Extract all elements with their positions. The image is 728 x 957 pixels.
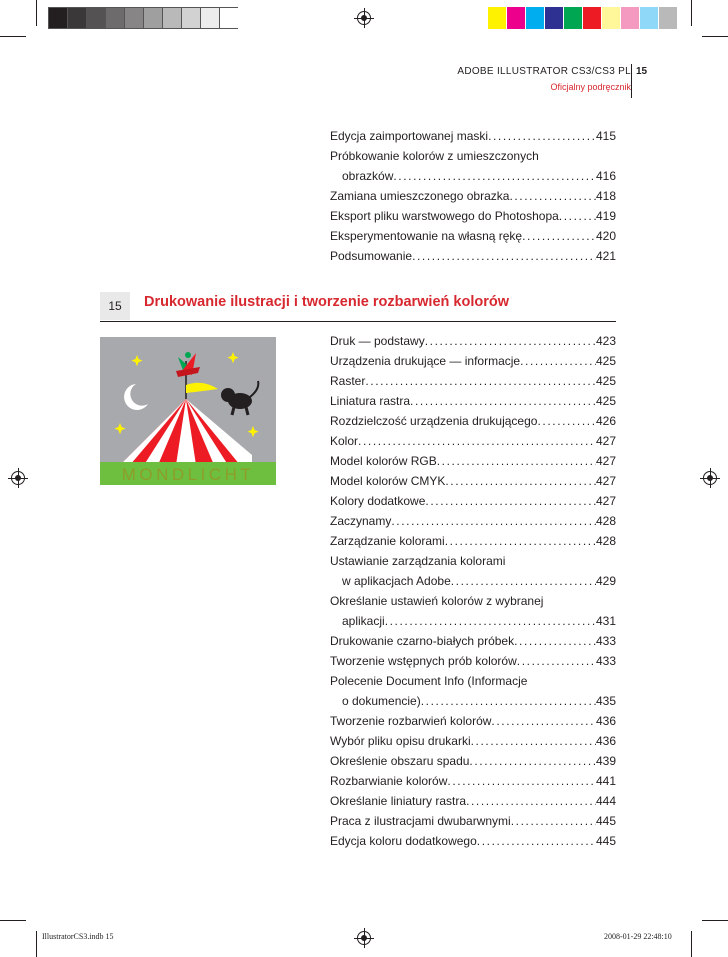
toc-leader-dots	[365, 371, 596, 391]
book-title: ADOBE ILLUSTRATOR CS3/CS3 PL	[457, 66, 631, 77]
toc-leader-dots	[471, 731, 596, 751]
toc-entry-title: Urządzenia drukujące — informacje	[330, 354, 521, 368]
toc-entry-page: 418	[595, 189, 616, 203]
toc-leader-dots	[445, 471, 596, 491]
toc-entry-page: 425	[595, 394, 616, 408]
color-swatch	[67, 7, 86, 29]
toc-leader-dots	[509, 186, 596, 206]
toc-entry[interactable]	[330, 771, 616, 791]
toc-entry-page: 428	[595, 514, 616, 528]
color-swatch	[488, 7, 507, 29]
toc-entry-title: Raster	[330, 374, 366, 388]
toc-entry-title: Tworzenie rozbarwień kolorów	[330, 714, 492, 728]
toc-entry-title: Druk — podstawy	[330, 334, 425, 348]
toc-leader-dots	[445, 531, 596, 551]
toc-entry[interactable]	[330, 831, 616, 851]
toc-entry[interactable]	[330, 451, 616, 471]
toc-entry-title: Określanie liniatury rastra	[330, 794, 467, 808]
toc-entry[interactable]	[330, 146, 616, 166]
toc-entry-title: Drukowanie czarno-białych próbek	[330, 634, 515, 648]
mondlicht-circus-illustration	[100, 337, 276, 485]
color-swatch	[602, 7, 621, 29]
logo-text: MONDLICHT	[121, 465, 255, 484]
toc-leader-dots	[517, 651, 596, 671]
toc-entry-title: Zaczynamy	[330, 514, 392, 528]
chapter-heading	[100, 292, 616, 322]
toc-entry-page: 445	[595, 814, 616, 828]
toc-entry-title: Zamiana umieszczonego obrazka	[330, 189, 510, 203]
toc-entry[interactable]	[330, 206, 616, 226]
toc-entry-page: 427	[595, 454, 616, 468]
toc-entry-page: 415	[595, 129, 616, 143]
grayscale-color-bar	[48, 7, 238, 29]
page-number: 15	[636, 66, 648, 77]
toc-entry[interactable]	[330, 791, 616, 811]
toc-entry-title: Edycja koloru dodatkowego	[330, 834, 477, 848]
toc-entry[interactable]	[330, 331, 616, 351]
toc-entry-page: 427	[595, 474, 616, 488]
toc-entry[interactable]	[330, 691, 616, 711]
toc-entry-title: Edycja zaimportowanej maski	[330, 129, 489, 143]
registration-mark-icon	[703, 471, 717, 485]
toc-leader-dots	[437, 451, 596, 471]
toc-entry[interactable]	[330, 731, 616, 751]
toc-entry-title: Eksport pliku warstwowego do Photoshopa	[330, 209, 559, 223]
color-swatch	[526, 7, 545, 29]
toc-entry-page: 427	[595, 434, 616, 448]
toc-leader-dots	[412, 246, 596, 266]
toc-entry[interactable]	[330, 751, 616, 771]
toc-leader-dots	[511, 811, 596, 831]
toc-entry-page: 421	[595, 249, 616, 263]
registration-mark-icon	[357, 11, 371, 25]
toc-leader-dots	[421, 691, 596, 711]
toc-entry-title: w aplikacjach Adobe	[342, 574, 451, 588]
toc-entry[interactable]	[330, 371, 616, 391]
toc-entry[interactable]	[330, 591, 616, 611]
toc-entry-page: 423	[595, 334, 616, 348]
toc-entry-page: 419	[595, 209, 616, 223]
crop-mark	[702, 920, 728, 921]
toc-leader-dots	[425, 491, 596, 511]
registration-mark-icon	[357, 931, 371, 945]
toc-leader-dots	[385, 611, 596, 631]
toc-entry-title: Kolory dodatkowe	[330, 494, 426, 508]
toc-entry-title: o dokumencie)	[342, 694, 421, 708]
crop-mark	[36, 931, 37, 957]
toc-entry[interactable]	[330, 551, 616, 571]
footer-timestamp: 2008-01-29 22:48:10	[604, 932, 672, 941]
toc-leader-dots	[469, 751, 596, 771]
toc-entry-page: 439	[595, 754, 616, 768]
toc-leader-dots	[410, 391, 596, 411]
toc-entry-title: Liniatura rastra	[330, 394, 411, 408]
color-swatch	[583, 7, 602, 29]
toc-entry[interactable]	[330, 431, 616, 451]
toc-entry[interactable]	[330, 186, 616, 206]
toc-entry[interactable]	[330, 491, 616, 511]
toc-leader-dots	[491, 711, 596, 731]
toc-entry-title: Polecenie Document Info (Informacje	[330, 674, 528, 688]
toc-entry-page: 426	[595, 414, 616, 428]
toc-entry[interactable]	[330, 671, 616, 691]
running-header	[457, 66, 631, 92]
toc-entry-title: Rozdzielczość urządzenia drukującego	[330, 414, 538, 428]
toc-entry[interactable]	[330, 531, 616, 551]
toc-entry[interactable]	[330, 711, 616, 731]
toc-entry-page: 416	[595, 169, 616, 183]
toc-entry-page: 427	[595, 494, 616, 508]
toc-entry-page: 429	[595, 574, 616, 588]
toc-entry-title: Wybór pliku opisu drukarki	[330, 734, 471, 748]
toc-leader-dots	[559, 206, 596, 226]
toc-entry-title: Tworzenie wstępnych prób kolorów	[330, 654, 517, 668]
toc-entry-title: obrazków	[342, 169, 394, 183]
toc-leader-dots	[466, 791, 596, 811]
footer-file-slug: IllustratorCS3.indb 15	[42, 932, 114, 941]
color-swatch	[621, 7, 640, 29]
toc-entry[interactable]	[330, 226, 616, 246]
toc-entry-title: Ustawianie zarządzania kolorami	[330, 554, 506, 568]
toc-leader-dots	[522, 226, 596, 246]
toc-entry[interactable]	[330, 471, 616, 491]
color-swatch	[219, 7, 238, 29]
toc-entry-title: Zarządzanie kolorami	[330, 534, 445, 548]
toc-entry[interactable]	[330, 811, 616, 831]
color-swatch	[640, 7, 659, 29]
toc-entry-page: 436	[595, 734, 616, 748]
toc-leader-dots	[537, 411, 596, 431]
toc-entry-title: Rozbarwianie kolorów	[330, 774, 448, 788]
toc-entry-page: 433	[595, 654, 616, 668]
header-divider	[631, 64, 632, 98]
toc-entry-page: 428	[595, 534, 616, 548]
toc-leader-dots	[358, 431, 596, 451]
toc-leader-dots	[520, 351, 596, 371]
crop-mark	[0, 36, 26, 37]
toc-entry-page: 435	[595, 694, 616, 708]
toc-entry[interactable]	[330, 571, 616, 591]
crop-mark	[691, 931, 692, 957]
toc-entry-page: 433	[595, 634, 616, 648]
toc-entry[interactable]	[330, 511, 616, 531]
color-swatch	[564, 7, 583, 29]
color-swatch	[507, 7, 526, 29]
toc-leader-dots	[425, 331, 596, 351]
toc-entry-page: 445	[595, 834, 616, 848]
toc-entry-title: Eksperymentowanie na własną rękę	[330, 229, 523, 243]
toc-entry[interactable]	[330, 166, 616, 186]
color-swatch	[181, 7, 200, 29]
toc-leader-dots	[477, 831, 596, 851]
toc-entry-page: 420	[595, 229, 616, 243]
color-swatch	[659, 7, 678, 29]
toc-leader-dots	[488, 126, 596, 146]
toc-entry-page: 425	[595, 374, 616, 388]
color-swatch	[162, 7, 181, 29]
toc-entry[interactable]	[330, 126, 616, 146]
toc-leader-dots	[451, 571, 596, 591]
toc-entry-page: 444	[595, 794, 616, 808]
process-color-bar	[488, 7, 678, 29]
crop-mark	[36, 0, 37, 26]
toc-entry[interactable]	[330, 611, 616, 631]
color-swatch	[143, 7, 162, 29]
toc-entry-title: Model kolorów CMYK	[330, 474, 446, 488]
color-swatch	[48, 7, 67, 29]
toc-list-previous-chapter	[330, 126, 616, 266]
toc-entry[interactable]	[330, 631, 616, 651]
crop-mark	[702, 36, 728, 37]
toc-entry-page: 425	[595, 354, 616, 368]
crop-mark	[691, 0, 692, 26]
toc-entry-title: Model kolorów RGB	[330, 454, 437, 468]
registration-mark-icon	[11, 471, 25, 485]
color-swatch	[124, 7, 143, 29]
toc-entry[interactable]	[330, 246, 616, 266]
toc-entry-title: Kolor	[330, 434, 359, 448]
chapter-title: Drukowanie ilustracji i tworzenie rozbarwień kolorów	[144, 294, 509, 310]
toc-entry-title: Określanie ustawień kolorów z wybranej	[330, 594, 544, 608]
toc-entry-page: 431	[595, 614, 616, 628]
color-swatch	[545, 7, 564, 29]
book-subtitle: Oficjalny podręcznik	[550, 82, 631, 92]
toc-leader-dots	[514, 631, 596, 651]
toc-entry[interactable]	[330, 651, 616, 671]
toc-entry-title: aplikacji	[342, 614, 385, 628]
toc-leader-dots	[391, 511, 596, 531]
color-swatch	[200, 7, 219, 29]
toc-leader-dots	[447, 771, 596, 791]
toc-entry[interactable]	[330, 351, 616, 371]
crop-mark	[0, 920, 26, 921]
chapter-number: 15	[100, 292, 130, 320]
toc-entry[interactable]	[330, 391, 616, 411]
toc-entry-title: Podsumowanie	[330, 249, 413, 263]
toc-entry-page: 441	[595, 774, 616, 788]
toc-list-chapter-15	[330, 331, 616, 851]
toc-leader-dots	[393, 166, 596, 186]
chapter-rule	[100, 321, 616, 322]
toc-entry-title: Próbkowanie kolorów z umieszczonych	[330, 149, 539, 163]
color-swatch	[105, 7, 124, 29]
toc-entry-title: Praca z ilustracjami dwubarwnymi	[330, 814, 511, 828]
color-swatch	[86, 7, 105, 29]
toc-entry-title: Określenie obszaru spadu	[330, 754, 470, 768]
toc-entry[interactable]	[330, 411, 616, 431]
toc-entry-page: 436	[595, 714, 616, 728]
